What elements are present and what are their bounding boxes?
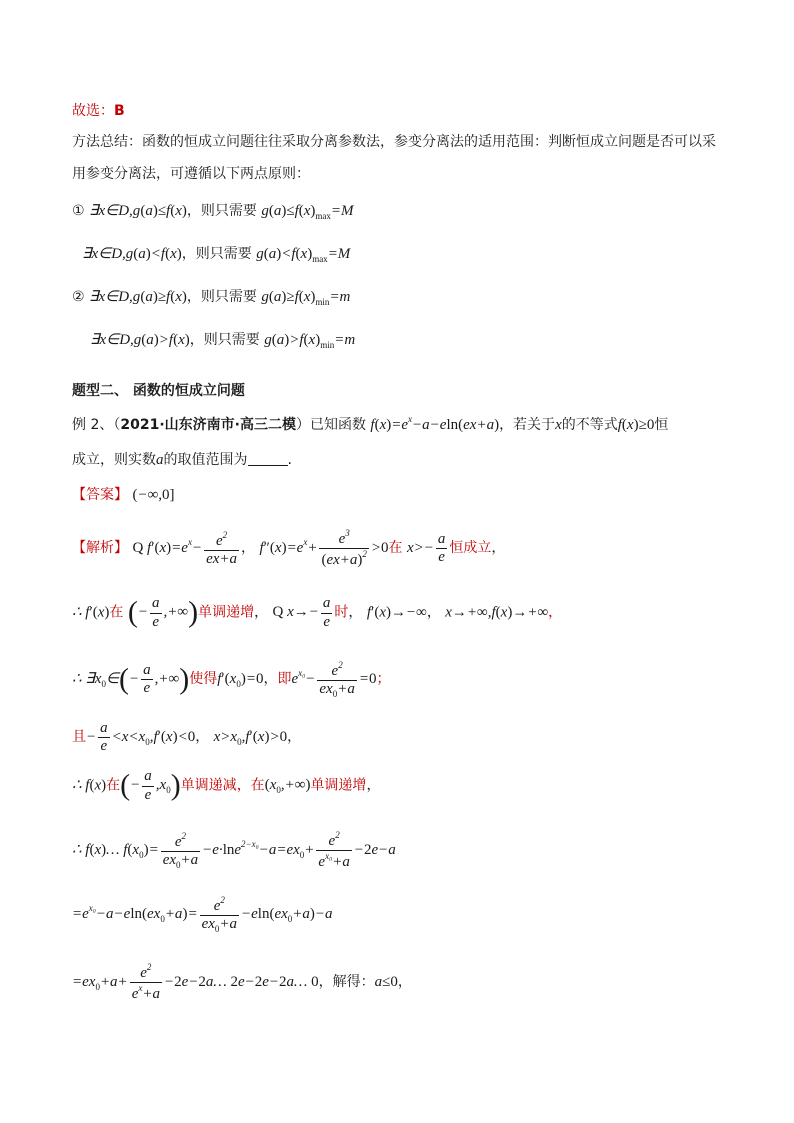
choice-line xyxy=(72,103,125,120)
answer-blank xyxy=(248,451,288,466)
word-dandiao-2: 单调递增 xyxy=(310,777,367,794)
analysis-line-4: 且− $\frac{a}{e}$ $<x<x_0,f'(x)<0$， $x>x_0,f'(x)>0$， xyxy=(72,720,302,755)
word-dandiaojian: 单调递减 xyxy=(180,777,237,794)
analysis-line-6: ∴ f(x)… $f(x_0)=$ $\frac{e^2}{ex_0+a}$ $-e\cdot\ln e^{2-x_0}-a=ex_0+$ $\frac{e^2}{e^{x_0}+a}$ −2e−a xyxy=(72,830,396,871)
principle-2b-text: 则只需要 xyxy=(203,332,260,348)
section-title: 题型二、 函数的恒成立问题 xyxy=(72,383,245,399)
example-period: . xyxy=(287,452,292,468)
word-hengchengli: 恒成立 xyxy=(449,540,492,557)
analysis-line-1: 【解析】 Q $f'(x)=e^x-$ $\frac{e^2}{ex+a}$ ， $f''(x)=e^x+$ $\frac{e^3}{(ex+a)^2}$ >0在 x>− $\frac{a}{e}$ 恒成立， xyxy=(72,528,506,569)
answer-line: 【答案】 (−∞,0] xyxy=(72,487,175,503)
choice-answer: B xyxy=(114,103,125,119)
analysis-line-7: $=e^{x_0}-a-eln(ex_0+a)=$ $\frac{e^2}{ex_0+a}$ $-eln(ex_0+a)-a$ xyxy=(72,895,333,935)
word-zai-3: 在 xyxy=(106,777,121,794)
word-zai: 在 xyxy=(388,540,403,557)
example-prefix: 例 2、（ xyxy=(72,417,121,433)
principle-2b: ∃x∈D,g(a)>f(x)，则只需要 $g(a)>f(x)_{min}=m$ xyxy=(90,332,356,350)
analysis-line-2: ∴ f′(x)在 (− $\frac{a}{e}$ ,+∞)单调递增， Q x→− $\frac{a}{e}$ 时， f′(x)→−∞， x→+∞,f(x)→+∞， xyxy=(72,595,563,630)
principle-1a-text: 则只需要 xyxy=(200,203,257,219)
example-line-1: 例 2、（2021·山东济南市·高三二模）已知函数 $f(x)=e^x-a-eln(ex+a)$，若关于x的不等式f(x)≥0恒 xyxy=(72,414,669,433)
circle-one: ① xyxy=(72,203,85,219)
principle-2a: ② ∃x∈D,g(a)≥f(x)，则只需要 $g(a)\ge f(x)_{min}=m$ xyxy=(72,289,351,307)
word-qie: 且 xyxy=(72,729,86,746)
method-summary-line-1: 方法总结：函数的恒成立问题往往采取分离参数法，参变分离法的适用范围：判断恒成立问题是否可以采 xyxy=(72,134,716,150)
analysis-line-3: ∴ $\exists x_0\in(-$ $\frac{a}{e}$ ,+∞)使得$f'(x_0)=0$，即$e^{x_0}-$ $\frac{e^2}{ex_0+a}$ =0； xyxy=(72,660,391,700)
example-text-2: ，若关于 xyxy=(499,417,556,433)
word-dandiao: 单调递增 xyxy=(198,604,255,621)
word-shide: 使得 xyxy=(189,671,218,688)
example-text-4: 恒 xyxy=(654,417,669,433)
analysis-label: 【解析】 xyxy=(72,540,128,557)
method-summary-line-2: 用参变分离法，可遵循以下两点原则： xyxy=(72,166,310,182)
example-source: 2021·山东济南市·高三二模 xyxy=(120,417,296,433)
principle-2a-text: 则只需要 xyxy=(200,289,257,305)
example-text-3: 的不等式 xyxy=(561,417,618,433)
principle-1a: ① ∃x∈D,g(a)≤f(x)，则只需要 $g(a)\le f(x)_{max}=M$ xyxy=(72,203,354,221)
principle-1b-text: 则只需要 xyxy=(195,246,252,262)
word-shi: 时 xyxy=(334,604,349,621)
word-jiede: 解得： xyxy=(332,974,375,991)
answer-label: 【答案】 xyxy=(72,487,128,503)
circle-two: ② xyxy=(72,289,85,305)
choice-label: 故选： xyxy=(72,103,114,119)
word-ji: 即 xyxy=(277,671,292,688)
example-line2-text-b: 的取值范围为 xyxy=(163,452,248,468)
example-line-2: 成立，则实数a的取值范围为 . xyxy=(72,452,292,468)
example-line2-text-a: 成立，则实数 xyxy=(72,452,156,468)
analysis-line-5: ∴ f(x)在(− $\frac{a}{e}$ $,x_0$)单调递减，在$(x_0,+\infty)$单调递增， xyxy=(72,768,381,803)
principle-1b: ∃x∈D,g(a)<f(x)，则只需要 $g(a)<f(x)_{max}=M$ xyxy=(82,246,351,264)
example-text-1: ）已知函数 xyxy=(295,417,366,433)
word-zai-2: 在 xyxy=(109,604,124,621)
word-zai-4: ，在 xyxy=(236,777,265,794)
analysis-line-8: $=ex_0+a+$ $\frac{e^2}{e^x+a}$ −2e−2a… 2e−2e−2a… 0，解得：a≤0， xyxy=(72,962,412,1003)
